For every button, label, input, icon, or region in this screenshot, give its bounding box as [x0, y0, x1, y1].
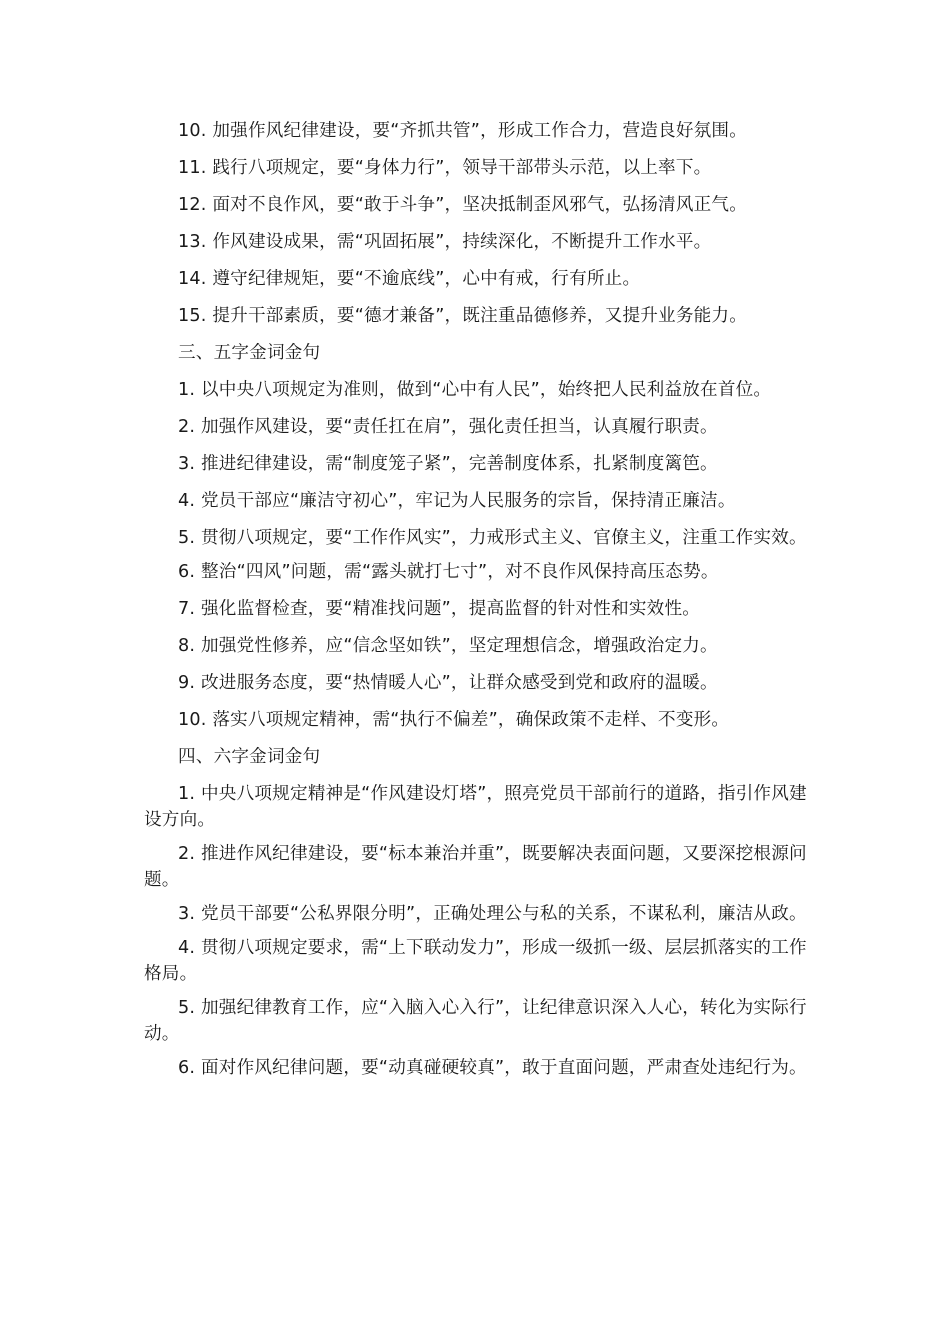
paragraph-s3-8: 8. 加强党性修养，应“信念坚如铁”，坚定理想信念，增强政治定力。 — [178, 636, 718, 656]
paragraph-s2-11: 11. 践行八项规定，要“身体力行”，领导干部带头示范，以上率下。 — [178, 158, 712, 178]
paragraph-s3-2: 2. 加强作风建设，要“责任扛在肩”，强化责任担当，认真履行职责。 — [178, 417, 718, 437]
paragraph-s4-3: 3. 党员干部要“公私界限分明”，正确处理公与私的关系，不谋私利，廉洁从政。 — [178, 904, 807, 924]
paragraph-s3-7: 7. 强化监督检查，要“精准找问题”，提高监督的针对性和实效性。 — [178, 599, 701, 619]
paragraph-s4-1: 1. 中央八项规定精神是“作风建设灯塔”，照亮党员干部前行的道路，指引作风建设方向。 — [144, 784, 807, 830]
paragraph-s4-5: 5. 加强纪律教育工作，应“入脑入心入行”，让纪律意识深入人心，转化为实际行动。 — [144, 998, 807, 1044]
paragraph-s3-4: 4. 党员干部应“廉洁守初心”，牢记为人民服务的宗旨，保持清正廉洁。 — [178, 491, 736, 511]
paragraph-s2-10: 10. 加强作风纪律建设，要“齐抓共管”，形成工作合力，营造良好氛围。 — [178, 121, 748, 141]
section-three-heading: 三、五字金词金句 — [178, 343, 321, 363]
paragraph-s3-6: 6. 整治“四风”问题，需“露头就打七寸”，对不良作风保持高压态势。 — [178, 562, 719, 582]
paragraph-s3-5: 5. 贯彻八项规定，要“工作作风实”，力戒形式主义、官僚主义，注重工作实效。 — [178, 528, 807, 548]
paragraph-s3-9: 9. 改进服务态度，要“热情暖人心”，让群众感受到党和政府的温暖。 — [178, 673, 718, 693]
paragraph-s4-6: 6. 面对作风纪律问题，要“动真碰硬较真”，敢于直面问题，严肃查处违纪行为。 — [178, 1058, 807, 1078]
paragraph-s2-13: 13. 作风建设成果，需“巩固拓展”，持续深化，不断提升工作水平。 — [178, 232, 712, 252]
paragraph-s4-2: 2. 推进作风纪律建设，要“标本兼治并重”，既要解决表面问题，又要深挖根源问题。 — [144, 844, 807, 890]
paragraph-s3-10: 10. 落实八项规定精神，需“执行不偏差”，确保政策不走样、不变形。 — [178, 710, 730, 730]
paragraph-s3-1: 1. 以中央八项规定为准则，做到“心中有人民”，始终把人民利益放在首位。 — [178, 380, 772, 400]
section-four-heading: 四、六字金词金句 — [178, 747, 321, 767]
paragraph-s2-14: 14. 遵守纪律规矩，要“不逾底线”，心中有戒，行有所止。 — [178, 269, 641, 289]
paragraph-s2-15: 15. 提升干部素质，要“德才兼备”，既注重品德修养，又提升业务能力。 — [178, 306, 748, 326]
paragraph-s3-3: 3. 推进纪律建设，需“制度笼子紧”，完善制度体系，扎紧制度篱笆。 — [178, 454, 718, 474]
paragraph-s4-4: 4. 贯彻八项规定要求，需“上下联动发力”，形成一级抓一级、层层抓落实的工作格局。 — [144, 938, 807, 984]
paragraph-s2-12: 12. 面对不良作风，要“敢于斗争”，坚决抵制歪风邪气，弘扬清风正气。 — [178, 195, 748, 215]
